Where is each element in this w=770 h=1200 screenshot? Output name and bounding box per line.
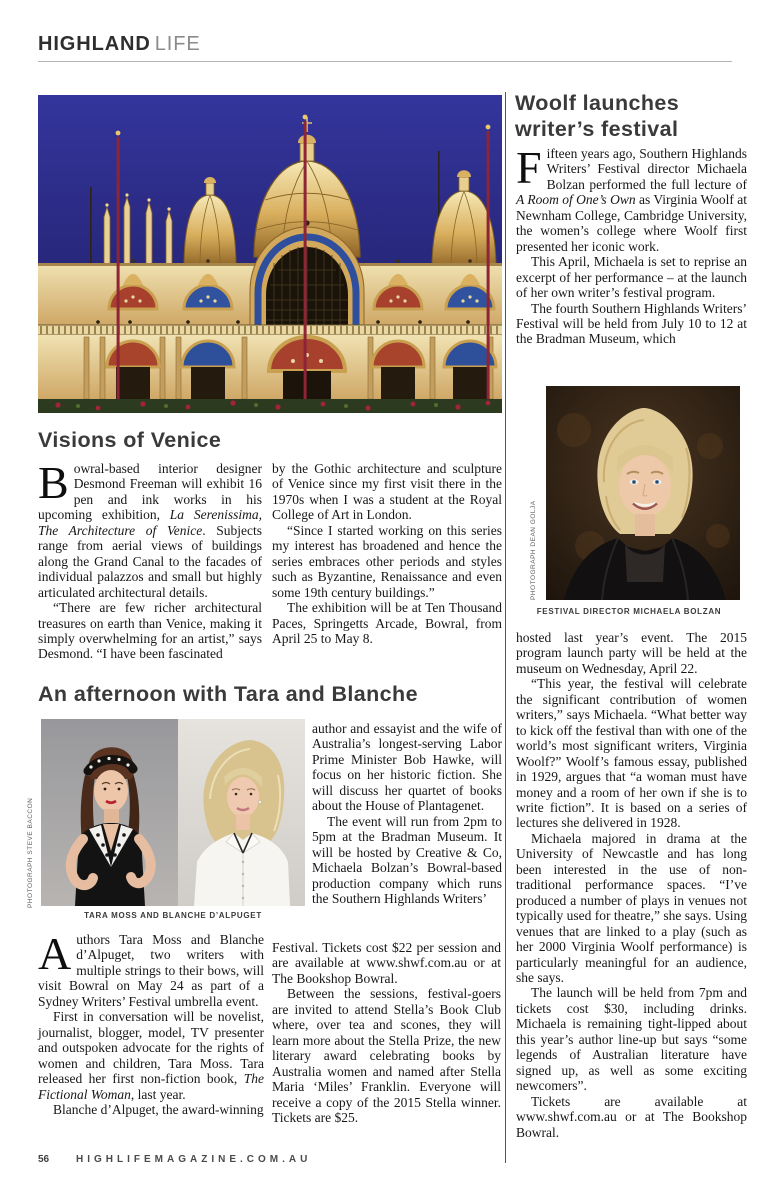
paragraph: The exhibition will be at Ten Thousand Paces, Springetts Arcade, Bowral, from April 25 to May 8.	[272, 600, 502, 646]
michaela-photo	[546, 386, 740, 600]
tara-left-column	[38, 928, 264, 1117]
paragraph: hosted last year’s event. The 2015 program launch party will be held at the museum on Wednesday, April 22.	[516, 630, 747, 676]
photo-credit-golja: PHOTOGRAPH DEAN GOLJA	[530, 500, 537, 600]
paragraph: “Since I started working on this series my interest has broadened and hence the series embraces other periods and styles such as Byzantine, Renaissance and even some 19th century buildings.”	[272, 522, 502, 600]
paragraph: by the Gothic architecture and sculpture of Venice since my first visit there in the 1970s when I was a student at the Royal College of Art in London.	[272, 461, 502, 523]
masthead-life: LIFE	[154, 33, 201, 55]
paragraph: Michaela majored in drama at the University of Newcastle and has long been interested in the use of non-traditional performance spaces. “I’ve produced a number of plays in venues not typically used for theatre,” she says. Using venues that are linked to a play (such as her 2000 Virginia Woolf performance) is particularly meaningful for an audience, she says.	[516, 830, 747, 985]
woolf-column-top	[516, 142, 747, 347]
headline-tara-and-blanche: An afternoon with Tara and Blanche	[38, 682, 418, 706]
paragraph: Tickets are available at www.shwf.com.au or at The Bookshop Bowral.	[516, 1093, 747, 1140]
page-number: 56	[38, 1154, 50, 1165]
headline-line-2: writer’s festival	[515, 117, 679, 141]
paragraph: “There are few richer architectural treasures on earth than Venice, making it simply overwhelming for an artist,” says Desmond. “I have been fascinated	[38, 600, 262, 662]
paragraph: First in conversation will be novelist, journalist, blogger, model, TV presenter and outspoken advocate for the rights of women and children, Tara Moss. Tara released her first non-fiction book, The Fictional Woman, last year.	[38, 1009, 264, 1102]
headline-visions-of-venice: Visions of Venice	[38, 428, 222, 452]
paragraph: author and essayist and the wife of Australia’s longest-serving Labor Prime Minister Bob Hawke, will focus on her historic fiction. She will discuss her quartet of books about the House of Plantagenet.	[312, 721, 502, 814]
venice-column-2	[272, 461, 502, 646]
headline-woolf-festival	[515, 90, 679, 142]
paragraph: Bowral-based interior designer Desmond Freeman will exhibit 16 pen and ink works in his upcoming exhibition, La Serenissima, The Architecture of Venice. Subjects range from aerial views of buildings along the Grand Canal to the facades of individual palazzos and small but highly articulated architectural details.	[38, 457, 262, 600]
drop-cap: F	[516, 142, 542, 193]
paragraph: “This year, the festival will celebrate the significant contribution of women writers,” says Michaela. “What better way to kick off the festival than with one of the world’s most significant writers, Virginia Woolf?” Woolf’s famous essay, published in 1929, argues that “a woman must have money and a room of her own if she is to write fiction”. It is based on a series of lectures she delivered in 1928.	[516, 676, 747, 831]
tara-photo-caption: TARA MOSS AND BLANCHE D’ALPUGET	[84, 911, 262, 920]
michaela-bolzan-portrait	[546, 386, 740, 600]
photo-credit-baccon: PHOTOGRAPH STEVE BACCON	[27, 797, 34, 908]
paragraph: Between the sessions, festival-goers are invited to attend Stella’s Book Club where, over tea and scones, they will learn more about the Stella Prize, the new literary award celebrating books by Australia women and named after Stella Maria ‘Miles’ Franklin. Everyone will receive a copy of the 2015 Stella winner. Tickets are $25.	[272, 986, 501, 1125]
paragraph: Fifteen years ago, Southern Highlands Writers’ Festival director Michaela Bolzan performed the full lecture of A Room of One’s Own as Virginia Woolf at Newnham College, Cambridge University, the women’s college where Woolf first presented her iconic work.	[516, 142, 747, 254]
paragraph: Authors Tara Moss and Blanche d’Alpuget, two writers with multiple strings to their bows, will visit Bowral on May 24 as part of a Sydney Writers’ Festival umbrella event.	[38, 928, 264, 1009]
tara-side-column	[312, 721, 502, 906]
masthead	[38, 33, 201, 56]
column-divider	[505, 92, 506, 1163]
paragraph: Blanche d’Alpuget, the award-winning	[53, 1101, 264, 1117]
venice-painting	[38, 95, 502, 413]
woolf-column-bottom	[516, 630, 747, 1140]
paragraph: The launch will be held from 7pm and tickets cost $30, including drinks. Michaela is remaining tight-lipped about this year’s author line-up but says “some legends of Australian literature have signed up, as well as some exciting newcomers”.	[516, 985, 747, 1094]
tara-moss-photo	[41, 719, 178, 906]
paragraph: Festival. Tickets cost $22 per session and are available at www.shwf.com.au or at The Bookshop Bowral.	[272, 940, 501, 986]
paragraph: The fourth Southern Highlands Writers’ Festival will be held from July 10 to 12 at the Bradman Museum, which	[516, 300, 747, 347]
paragraph: This April, Michaela is set to reprise an excerpt of her performance – at the launch of her own writer’s festival program.	[516, 254, 747, 301]
paragraph: The event will run from 2pm to 5pm at the Bradman Museum. It will be hosted by Creative & Co, Michaela Bolzan’s Bowral-based production company which runs the Southern Highlands Writers’	[312, 813, 502, 906]
masthead-rule	[38, 61, 732, 62]
st-marks-basilica-night-painting	[38, 95, 502, 413]
drop-cap: A	[38, 928, 72, 979]
drop-cap: B	[38, 457, 69, 508]
blanche-dalpuget-photo	[178, 719, 305, 906]
venice-column-1	[38, 457, 262, 662]
headline-line-1: Woolf launches	[515, 91, 680, 115]
tara-middle-column	[272, 940, 501, 1125]
masthead-highland: HIGHLAND	[38, 33, 151, 55]
michaela-photo-caption: FESTIVAL DIRECTOR MICHAELA BOLZAN	[536, 607, 722, 616]
tara-blanche-photos	[41, 719, 305, 906]
magazine-url: HIGHLIFEMAGAZINE.COM.AU	[76, 1154, 312, 1165]
